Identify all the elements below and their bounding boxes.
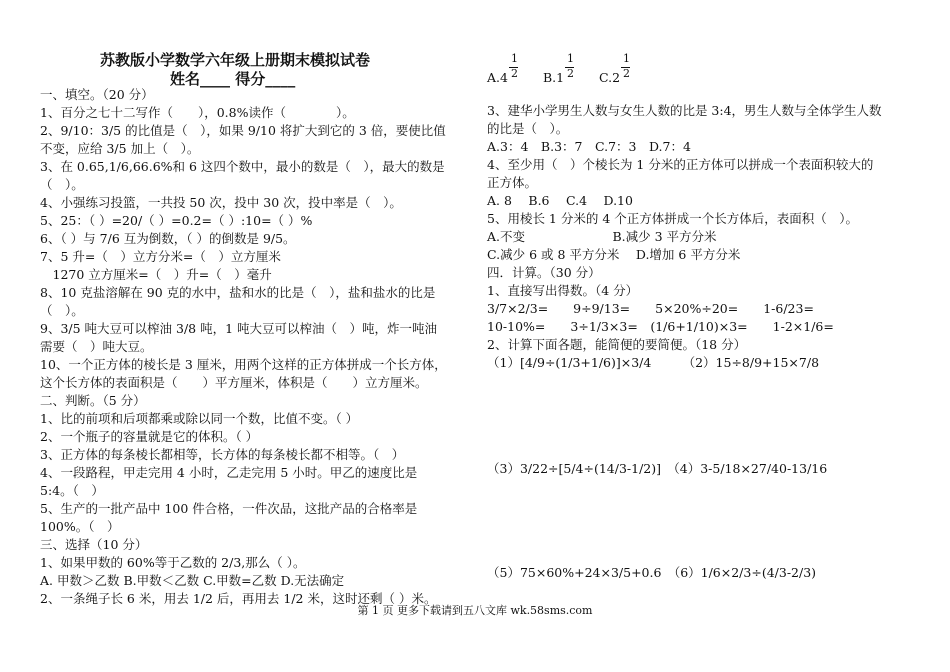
exam-title: 苏教版小学数学六年级上册期末模拟试卷	[100, 51, 371, 69]
right-line: 的比是（ ）。	[487, 121, 569, 136]
left-line: 二、判断。（5 分）	[40, 393, 146, 408]
left-line: 5、25：（ ）=20/（ ）=0.2=（ ）:10=（ ）%	[40, 213, 313, 228]
right-line: A.3：4 B.3：7 C.7：3 D.7：4	[487, 139, 691, 154]
left-line: 三、选择（10 分）	[40, 537, 148, 552]
left-line: 1、百分之七十二写作（ ），0.8%读作（ ）。	[40, 105, 355, 120]
left-line: 100%。（ ）	[40, 519, 120, 534]
left-line: 不变，应给 3/5 加上（ ）。	[40, 141, 200, 156]
left-line: 2、9/10：3/5 的比值是（ ），如果 9/10 将扩大到它的 3 倍，要使比值	[40, 123, 446, 138]
right-line: A.不变 B.减少 3 平方分米	[487, 229, 717, 244]
left-line: 一、填空。（20 分）	[40, 87, 154, 102]
right-line: 3/7×2/3= 9÷9/13= 5×20%÷20= 1-6/23=	[487, 301, 814, 316]
right-line: （3）3/22÷[5/4÷(14/3-1/2)] （4）3-5/18×27/40-13/16	[487, 461, 828, 476]
left-line: 4、一段路程，甲走完用 4 小时，乙走完用 5 小时。甲乙的速度比是	[40, 465, 418, 480]
left-line: （ ）。	[40, 177, 84, 192]
left-line: （ ）。	[40, 303, 84, 318]
right-line: 1、直接写出得数。（4 分）	[487, 283, 639, 298]
fraction-options: A.4 1 2 B.1 1 2 C.2 1 2	[487, 52, 630, 85]
right-line: C.减少 6 或 8 平方分米 D.增加 6 平方分米	[487, 247, 741, 262]
right-line: 正方体。	[487, 175, 538, 190]
left-line: A. 甲数＞乙数 B.甲数＜乙数 C.甲数=乙数 D.无法确定	[40, 573, 345, 588]
left-line: 2、一条绳子长 6 米，用去 1/2 后，再用去 1/2 米，这时还剩（ ）米。	[40, 591, 437, 606]
right-line: 3、建华小学男生人数与女生人数的比是 3:4，男生人数与全体学生人数	[487, 103, 882, 118]
left-line: 5、生产的一批产品中 100 件合格，一件次品，这批产品的合格率是	[40, 501, 418, 516]
right-line: 四．计算。（30 分）	[487, 265, 601, 280]
right-line: （5）75×60%+24×3/5+0.6 （6）1/6×2/3÷(4/3-2/3)	[487, 565, 817, 580]
left-line: 7、5 升=（ ）立方分米=（ ）立方厘米	[40, 249, 281, 264]
left-line: 2、一个瓶子的容量就是它的体积。（ ）	[40, 429, 259, 444]
left-line: 9、3/5 吨大豆可以榨油 3/8 吨，1 吨大豆可以榨油（ ）吨，炸一吨油	[40, 321, 438, 336]
left-line: 6、（ ）与 7/6 互为倒数，（ ）的倒数是 9/5。	[40, 231, 296, 246]
left-line: 3、在 0.65,1/6,66.6%和 6 这四个数中，最小的数是（ ），最大的数是	[40, 159, 445, 174]
page-footer: 第 1 页 更多下载请到五八文库 wk.58sms.com	[357, 604, 593, 617]
left-line: 4、小强练习投篮，一共投 50 次，投中 30 次，投中率是（ ）。	[40, 195, 402, 210]
left-line: 8、10 克盐溶解在 90 克的水中，盐和水的比是（ ），盐和盐水的比是	[40, 285, 436, 300]
right-line: 5、用棱长 1 分米的 4 个正方体拼成一个长方体后，表面积（ ）。	[487, 211, 859, 226]
right-line: 4、至少用（ ）个棱长为 1 分米的正方体可以拼成一个表面积较大的	[487, 157, 874, 172]
left-line: 1、比的前项和后项都乘或除以同一个数，比值不变。（ ）	[40, 411, 359, 426]
left-line: 需要（ ）吨大豆。	[40, 339, 153, 354]
left-line: 5:4。（ ）	[40, 483, 104, 498]
left-line: 1270 立方厘米=（ ）升=（ ）毫升	[40, 267, 272, 282]
left-line: 这个长方体的表面积是（ ）平方厘米，体积是（ ）立方厘米。	[40, 375, 428, 390]
right-line: （1）[4/9÷(1/3+1/6)]×3/4 （2）15÷8/9+15×7/8	[487, 355, 820, 370]
left-line: 1、如果甲数的 60%等于乙数的 2/3,那么（ ）。	[40, 555, 306, 570]
right-line: 2、计算下面各题，能简便的要简便。（18 分）	[487, 337, 747, 352]
name-score-line: 姓名____ 得分____	[170, 70, 296, 88]
right-line: 10-10%= 3÷1/3×3= (1/6+1/10)×3= 1-2×1/6=	[487, 319, 834, 334]
left-line: 3、正方体的每条棱长都相等，长方体的每条棱长都不相等。（ ）	[40, 447, 405, 462]
left-line: 10、一个正方体的棱长是 3 厘米，用两个这样的正方体拼成一个长方体，	[40, 357, 447, 372]
right-line: A. 8 B.6 C.4 D.10	[487, 193, 633, 208]
